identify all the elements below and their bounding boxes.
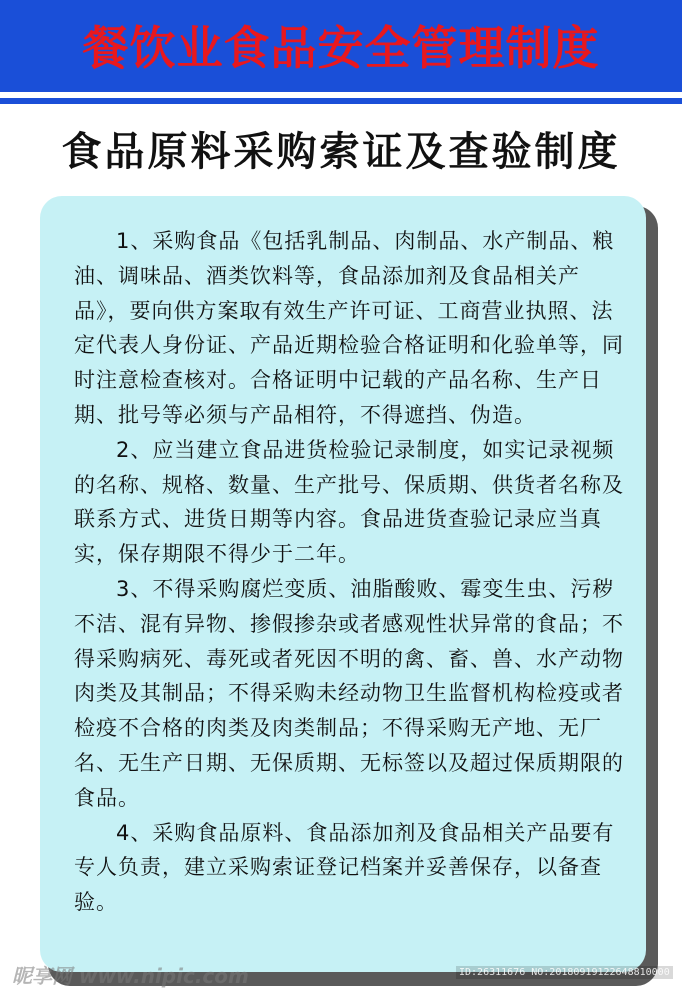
regulation-text bbox=[74, 224, 634, 920]
regulation-item-2: 2、应当建立食品进货检验记录制度，如实记录视频的名称、规格、数量、生产批号、保质期、供货者名称及联系方式、进货日期等内容。食品进货查验记录应当真实，保存期限不得少于二年。 bbox=[74, 437, 624, 567]
banner-divider-blue bbox=[0, 98, 682, 104]
page-title: 餐饮业食品安全管理制度 bbox=[82, 21, 600, 75]
watermark-id: ID:26311676 NO:20180919122648810000 bbox=[456, 966, 673, 979]
regulation-item-3: 3、不得采购腐烂变质、油脂酸败、霉变生虫、污秽不洁、混有异物、掺假掺杂或者感观性状异常的食品；不得采购病死、毒死或者死因不明的禽、畜、兽、水产动物肉类及其制品；不得采购未经动物卫生监督机构检疫或者检疫不合格的肉类及肉类制品；不得采购无产地、无厂名、无生产日期、无保质期、无标签以及超过保质期限的食品。 bbox=[74, 576, 624, 810]
section-title: 食品原料采购索证及查验制度 bbox=[61, 129, 621, 175]
regulation-item-4: 4、采购食品原料、食品添加剂及食品相关产品要有专人负责，建立采购索证登记档案并妥善保存，以备查验。 bbox=[74, 820, 615, 915]
watermark-logo: 昵享网 www.nipic.com bbox=[12, 964, 249, 988]
regulation-item-1: 1、采购食品《包括乳制品、肉制品、水产制品、粮油、调味品、酒类饮料等，食品添加剂及食品相关产品》，要向供方案取有效生产许可证、工商营业执照、法定代表人身份证、产品近期检验合格证明和化验单等，同时注意检查核对。合格证明中记载的产品名称、生产日期、批号等必须与产品相符，不得遮挡、伪造。 bbox=[74, 229, 624, 427]
